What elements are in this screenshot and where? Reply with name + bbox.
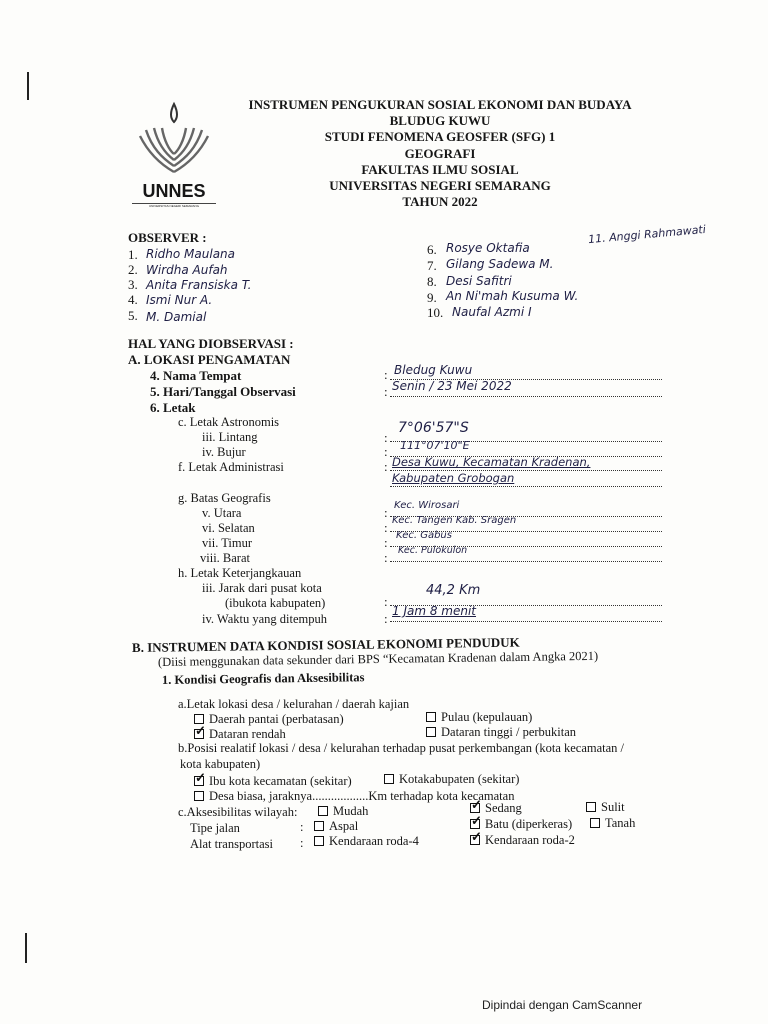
label-waktu: iv. Waktu yang ditempuh bbox=[202, 612, 328, 626]
question-c: c.Aksesibilitas wilayah: bbox=[178, 805, 298, 819]
checkbox-checked[interactable] bbox=[470, 819, 480, 829]
option-roda-4[interactable]: Kendaraan roda-4 bbox=[314, 834, 419, 849]
header-line: TAHUN 2022 bbox=[402, 194, 478, 210]
section-a-heading: HAL YANG DIOBSERVASI : bbox=[128, 336, 294, 351]
observer-num: 2. bbox=[128, 262, 138, 277]
checkbox[interactable] bbox=[384, 774, 394, 784]
scan-edge-mark bbox=[27, 72, 29, 100]
colon: : bbox=[384, 367, 388, 382]
fill-line bbox=[390, 561, 662, 562]
value-utara: Kec. Wirosari bbox=[394, 500, 460, 511]
colon: : bbox=[384, 444, 388, 459]
option-daerah-pantai[interactable]: Daerah pantai (perbatasan) bbox=[194, 712, 344, 727]
option-ibu-kota-kecamatan[interactable]: ✓Ibu kota kecamatan (sekitar) bbox=[194, 774, 352, 789]
logo-emblem-icon bbox=[132, 100, 216, 180]
logo-tagline: UNIVERSITAS NEGERI SEMARANG bbox=[132, 203, 216, 208]
checkbox-checked[interactable] bbox=[194, 776, 204, 786]
colon: : bbox=[384, 459, 388, 474]
value-administrasi-2: Kabupaten Grobogan bbox=[392, 471, 515, 485]
option-mudah[interactable]: Mudah bbox=[318, 804, 368, 819]
label-barat: viii. Barat bbox=[200, 551, 250, 565]
option-sulit[interactable]: Sulit bbox=[586, 800, 625, 815]
value-hari-tanggal: Senin / 23 Mei 2022 bbox=[392, 379, 512, 393]
observer-num: 8. bbox=[427, 274, 437, 289]
colon: : bbox=[384, 611, 388, 626]
checkbox[interactable] bbox=[586, 802, 596, 812]
label-timur: vii. Timur bbox=[202, 536, 253, 550]
option-kotakabupaten[interactable]: Kotakabupaten (sekitar) bbox=[384, 772, 519, 787]
value-lintang: 7°06'57"S bbox=[398, 420, 469, 436]
label-jarak: iii. Jarak dari pusat kota bbox=[202, 581, 322, 595]
value-bujur: 111°07'10"E bbox=[400, 439, 470, 452]
observer-num: 10. bbox=[427, 305, 444, 320]
label-utara: v. Utara bbox=[202, 506, 242, 520]
observer-num: 6. bbox=[427, 242, 437, 257]
colon: : bbox=[384, 550, 388, 565]
label-keterjangkauan: h. Letak Keterjangkauan bbox=[178, 566, 302, 580]
label-bujur: iv. Bujur bbox=[202, 445, 246, 459]
section-b-heading: B. INSTRUMEN DATA KONDISI SOSIAL EKONOMI PENDUDUK bbox=[131, 634, 520, 655]
camscanner-footer: Dipindai dengan CamScanner bbox=[482, 998, 643, 1012]
label-jarak-sub: (ibukota kabupaten) bbox=[225, 596, 326, 610]
value-timur: Kec. Gabus bbox=[396, 530, 452, 541]
observer-name: Gilang Sadewa M. bbox=[446, 257, 554, 271]
checkbox-checked[interactable] bbox=[470, 803, 480, 813]
colon: : bbox=[384, 594, 388, 609]
option-roda-2[interactable]: ✓ Kendaraan roda-2 bbox=[470, 833, 575, 848]
observer-num: 3. bbox=[128, 277, 138, 292]
checkbox[interactable] bbox=[590, 818, 600, 828]
option-dataran-tinggi[interactable]: Dataran tinggi / perbukitan bbox=[426, 725, 576, 740]
checkbox[interactable] bbox=[318, 806, 328, 816]
observer-num: 5. bbox=[128, 308, 138, 323]
value-nama-tempat: Bledug Kuwu bbox=[394, 363, 473, 377]
logo-text: UNNES bbox=[142, 181, 206, 201]
value-barat: Kec. Pulokulon bbox=[398, 545, 468, 556]
option-desa-biasa[interactable]: Desa biasa, jaraknya..................Km terhadap kota kecamatan bbox=[194, 789, 514, 804]
question-a: a.Letak lokasi desa / kelurahan / daerah kajian bbox=[178, 697, 410, 711]
option-dataran-rendah[interactable]: ✓Dataran rendah bbox=[194, 727, 286, 742]
label-batas: g. Batas Geografis bbox=[178, 491, 271, 505]
observer-name: M. Damial bbox=[146, 310, 207, 324]
observer-num: 7. bbox=[427, 258, 437, 273]
value-administrasi-1: Desa Kuwu, Kecamatan Kradenan, bbox=[392, 455, 591, 469]
label-alat-transportasi: Alat transportasi bbox=[190, 837, 273, 851]
colon: : bbox=[384, 535, 388, 550]
option-aspal[interactable]: Aspal bbox=[314, 819, 358, 834]
label-selatan: vi. Selatan bbox=[202, 521, 255, 535]
fill-line bbox=[390, 396, 662, 397]
observer-heading: OBSERVER : bbox=[128, 230, 207, 245]
checkbox[interactable] bbox=[314, 821, 324, 831]
label-tipe-jalan: Tipe jalan bbox=[190, 821, 240, 835]
value-waktu: 1 Jam 8 menit bbox=[392, 604, 477, 618]
observer-name: Desi Safitri bbox=[446, 274, 512, 288]
header-line: GEOGRAFI bbox=[404, 145, 476, 161]
label-lintang: iii. Lintang bbox=[202, 430, 258, 444]
fill-line bbox=[390, 621, 662, 622]
section-b-sub1: 1. Kondisi Geografis dan Aksesibilitas bbox=[161, 670, 365, 687]
observer-name: Wirdha Aufah bbox=[146, 263, 228, 277]
observer-name: Ridho Maulana bbox=[146, 247, 236, 261]
lokasi-heading: A. LOKASI PENGAMATAN bbox=[128, 352, 291, 367]
observer-name: Rosye Oktafia bbox=[446, 241, 530, 255]
observer-num: 4. bbox=[128, 292, 138, 307]
observer-extra: 11. Anggi Rahmawati bbox=[587, 222, 707, 247]
observer-name: An Ni'mah Kusuma W. bbox=[446, 289, 579, 303]
observer-name: Anita Fransiska T. bbox=[146, 278, 252, 292]
header-line: UNIVERSITAS NEGERI SEMARANG bbox=[329, 178, 551, 194]
checkbox[interactable] bbox=[194, 791, 204, 801]
option-sedang[interactable]: ✓ Sedang bbox=[470, 801, 522, 816]
checkbox[interactable] bbox=[314, 836, 324, 846]
observer-name: Ismi Nur A. bbox=[146, 293, 213, 307]
question-b: b.Posisi realatif lokasi / desa / kelurahan terhadap pusat perkembangan (kota kecamatan / bbox=[178, 741, 625, 755]
label-hari-tanggal: 5. Hari/Tanggal Observasi bbox=[150, 384, 296, 399]
value-selatan: Kec. Tangen Kab. Sragen bbox=[392, 515, 517, 526]
header-line: BLUDUG KUWU bbox=[389, 113, 491, 129]
label-astronomis: c. Letak Astronomis bbox=[178, 415, 280, 429]
scan-edge-mark bbox=[25, 933, 27, 963]
header-line: INSTRUMEN PENGUKURAN SOSIAL EKONOMI DAN BUDAYA bbox=[248, 97, 632, 112]
value-jarak: 44,2 Km bbox=[426, 583, 481, 598]
document-header bbox=[220, 97, 660, 210]
label-administrasi: f. Letak Administrasi bbox=[178, 460, 284, 474]
section-b-note: (Diisi menggunakan data sekunder dari BPS “Kecamatan Kradenan dalam Angka 2021) bbox=[157, 648, 599, 669]
option-tanah[interactable]: Tanah bbox=[590, 816, 635, 831]
colon: : bbox=[384, 430, 388, 445]
label-letak: 6. Letak bbox=[150, 400, 196, 415]
label-nama-tempat: 4. Nama Tempat bbox=[150, 368, 242, 383]
option-pulau[interactable]: Pulau (kepulauan) bbox=[426, 710, 532, 725]
checkbox-checked[interactable] bbox=[194, 729, 204, 739]
observer-num: 9. bbox=[427, 290, 437, 305]
colon: : bbox=[384, 505, 388, 520]
fill-line bbox=[390, 486, 662, 487]
checkbox-checked[interactable] bbox=[470, 835, 480, 845]
header-line: FAKULTAS ILMU SOSIAL bbox=[361, 161, 519, 177]
observer-num: 1. bbox=[128, 247, 138, 262]
checkbox[interactable] bbox=[426, 727, 436, 737]
colon: : bbox=[384, 384, 388, 399]
observer-name: Naufal Azmi I bbox=[452, 305, 532, 319]
option-batu[interactable]: ✓ Batu (diperkeras) bbox=[470, 817, 572, 832]
question-b-cont: kota kabupaten) bbox=[180, 757, 261, 771]
unnes-logo bbox=[132, 100, 216, 210]
colon: : bbox=[300, 820, 304, 834]
colon: : bbox=[300, 836, 304, 850]
header-line: STUDI FENOMENA GEOSFER (SFG) 1 bbox=[324, 129, 556, 145]
colon: : bbox=[384, 520, 388, 535]
checkbox[interactable] bbox=[426, 712, 436, 722]
